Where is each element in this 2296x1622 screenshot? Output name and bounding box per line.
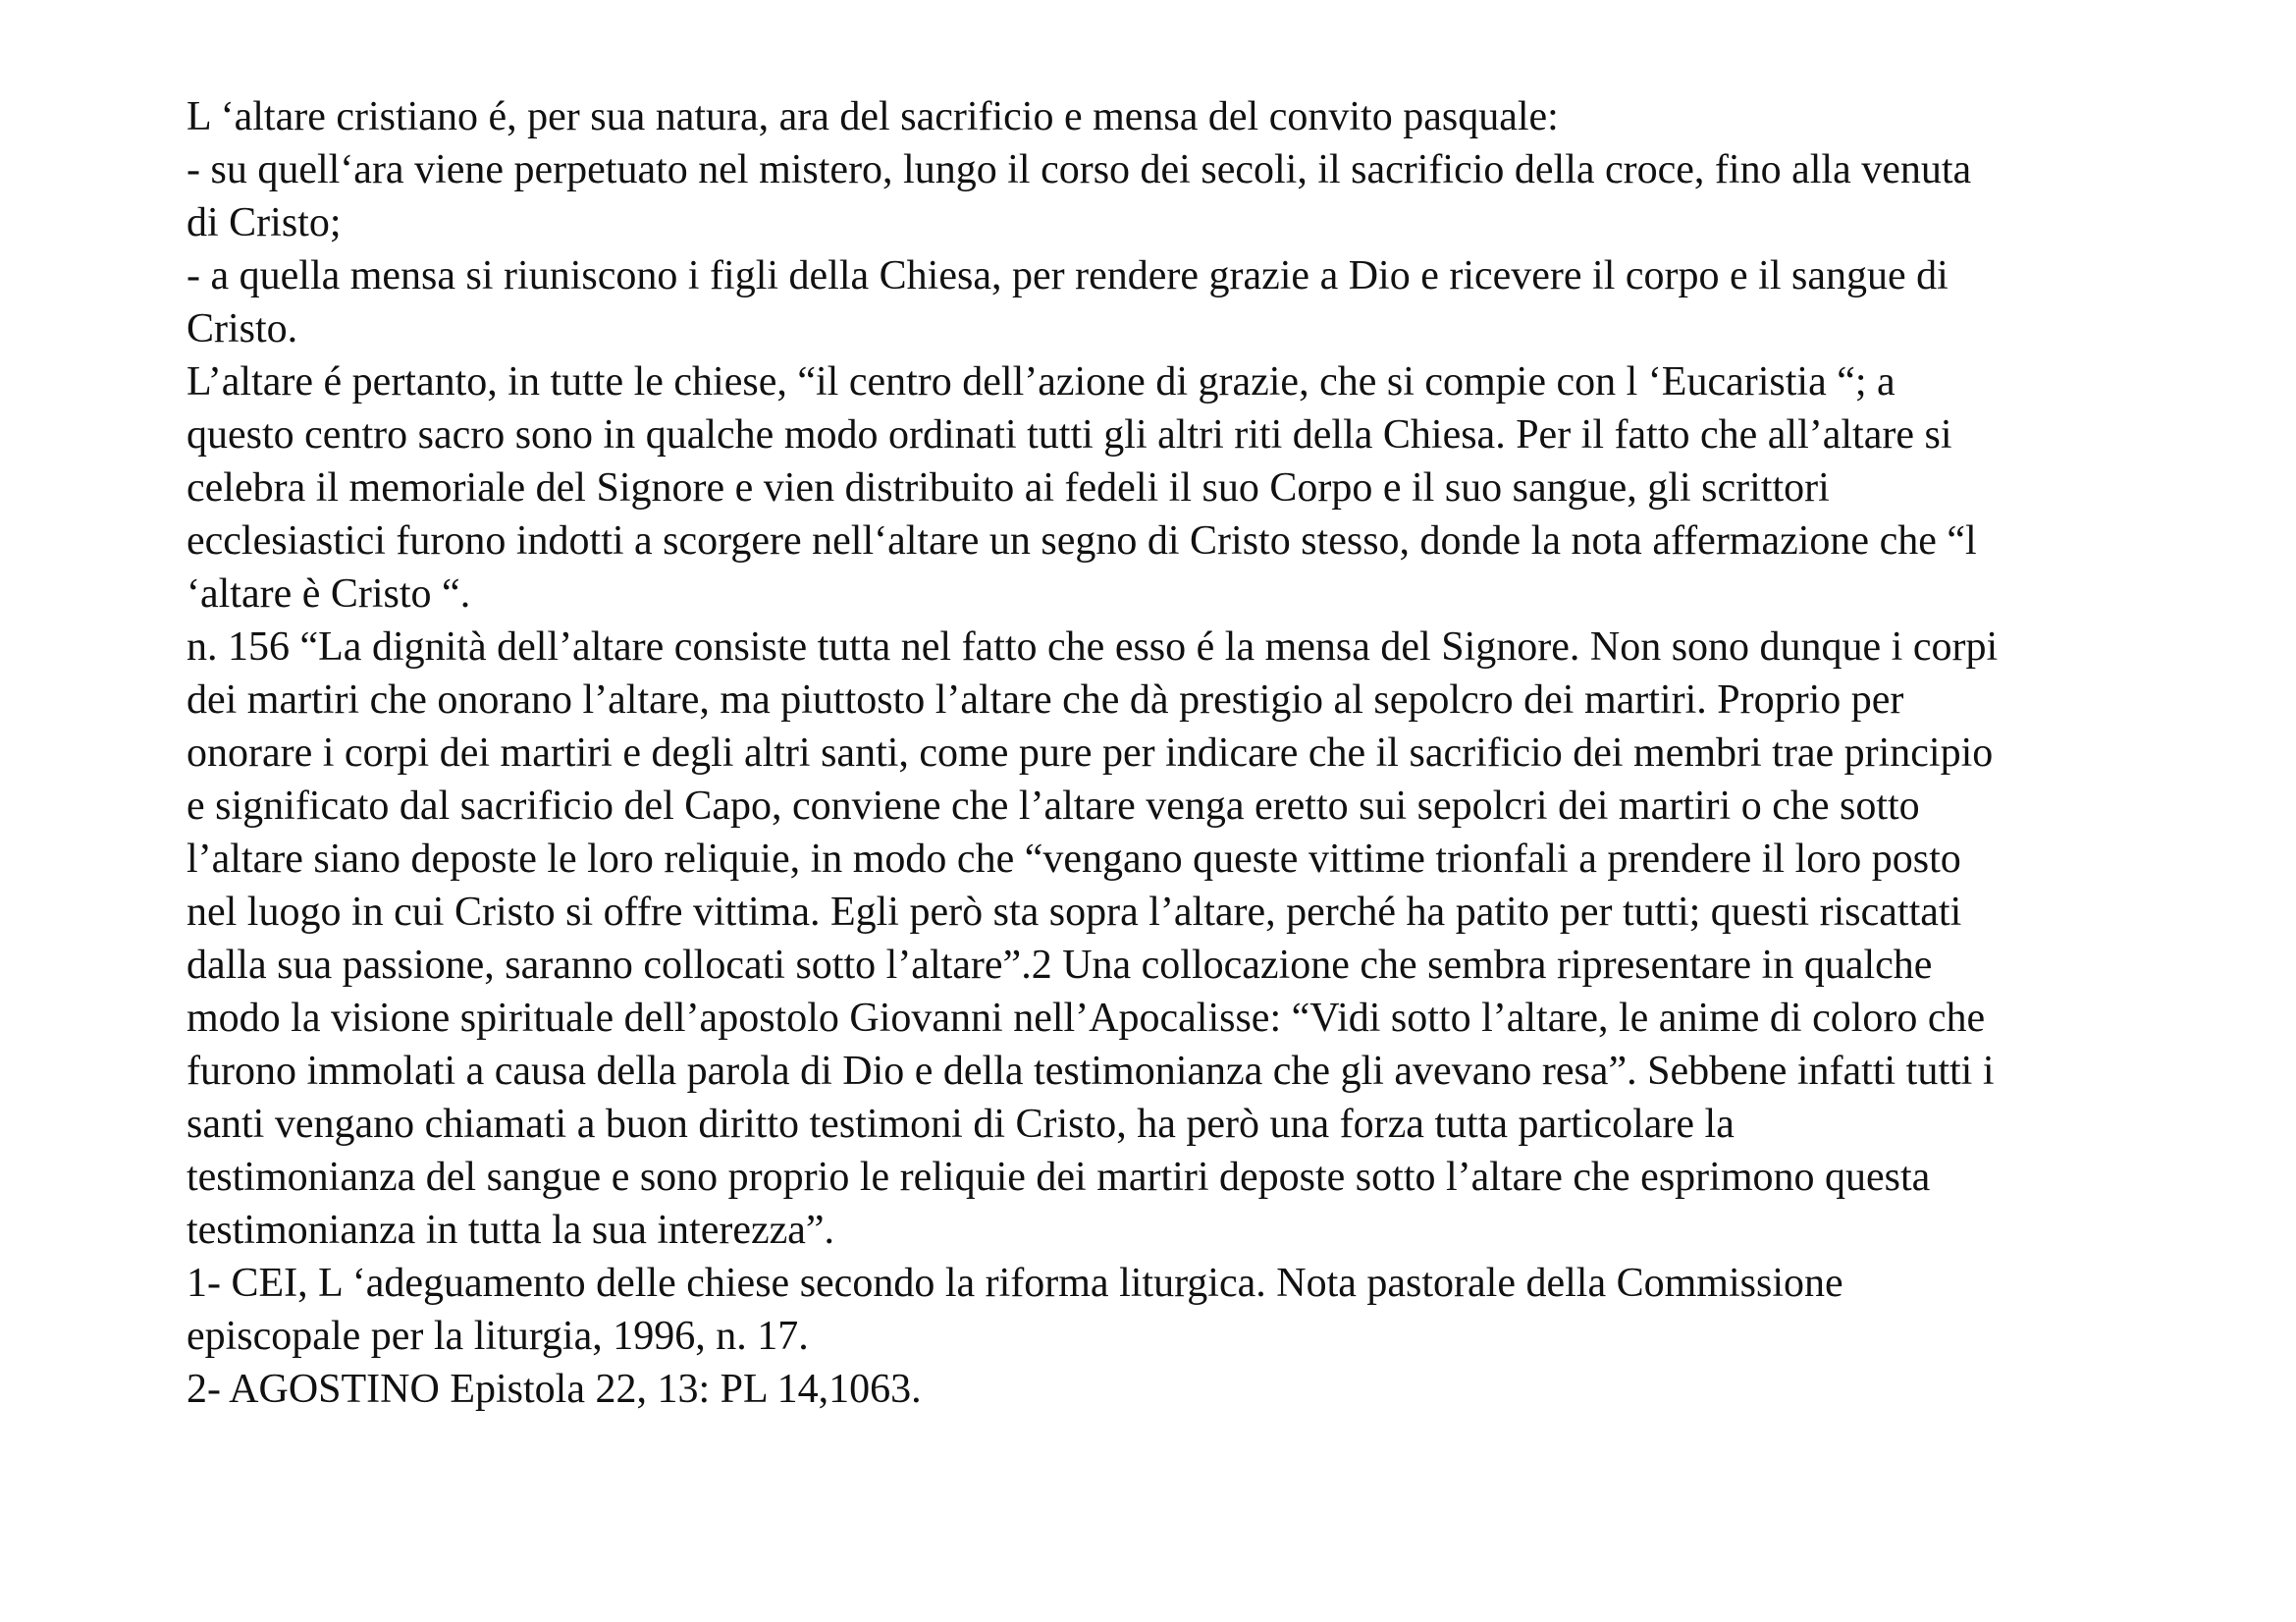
text-line: testimonianza del sangue e sono proprio le reliquie dei martiri deposte sotto l’altare che esprimono questa	[187, 1155, 1931, 1200]
text-line: testimonianza in tutta la sua interezza”.	[187, 1208, 835, 1253]
text-line: n. 156 “La dignità dell’altare consiste tutta nel fatto che esso é la mensa del Signore. Non sono dunque i corpi	[187, 624, 1999, 670]
text-line: celebra il memoriale del Signore e vien distribuito ai fedeli il suo Corpo e il suo sangue, gli scrittori	[187, 465, 1830, 511]
text-line: L ‘altare cristiano é, per sua natura, ara del sacrificio e mensa del convito pasquale:	[187, 94, 1559, 139]
text-line: ecclesiastici furono indotti a scorgere nell‘altare un segno di Cristo stesso, donde la nota affermazione che “l	[187, 518, 1977, 564]
document-body	[187, 90, 2169, 1416]
text-line: furono immolati a causa della parola di Dio e della testimonianza che gli avevano resa”. Sebbene infatti tutti i	[187, 1049, 1995, 1094]
text-line: nel luogo in cui Cristo si offre vittima. Egli però sta sopra l’altare, perché ha patito per tutti; questi riscattati	[187, 890, 1962, 935]
text-line: - su quell‘ara viene perpetuato nel mistero, lungo il corso dei secoli, il sacrificio della croce, fino alla venuta	[187, 147, 1972, 192]
footnote-line: 2- AGOSTINO Epistola 22, 13: PL 14,1063.	[187, 1367, 922, 1412]
text-line: Cristo.	[187, 306, 298, 351]
text-line: di Cristo;	[187, 200, 342, 245]
text-line: onorare i corpi dei martiri e degli altri santi, come pure per indicare che il sacrificio dei membri trae principio	[187, 730, 1994, 776]
text-line: questo centro sacro sono in qualche modo ordinati tutti gli altri riti della Chiesa. Per il fatto che all’altare si	[187, 412, 1952, 458]
footnote-line: 1- CEI, L ‘adeguamento delle chiese secondo la riforma liturgica. Nota pastorale della Commissione	[187, 1261, 1843, 1306]
text-line: modo la visione spirituale dell’apostolo Giovanni nell’Apocalisse: “Vidi sotto l’altare, le anime di coloro che	[187, 996, 1986, 1041]
text-line: e significato dal sacrificio del Capo, conviene che l’altare venga eretto sui sepolcri dei martiri o che sotto	[187, 784, 1920, 829]
footnote-line: episcopale per la liturgia, 1996, n. 17.	[187, 1314, 809, 1359]
text-line: - a quella mensa si riuniscono i figli della Chiesa, per rendere grazie a Dio e ricevere il corpo e il sangue di	[187, 253, 1949, 298]
text-line: dalla sua passione, saranno collocati sotto l’altare”.2 Una collocazione che sembra ripresentare in qualche	[187, 943, 1933, 988]
text-line: l’altare siano deposte le loro reliquie, in modo che “vengano queste vittime trionfali a prendere il loro posto	[187, 837, 1961, 882]
text-line: L’altare é pertanto, in tutte le chiese, “il centro dell’azione di grazie, che si compie con l ‘Eucaristia “; a	[187, 359, 1896, 405]
text-line: ‘altare è Cristo “.	[187, 571, 471, 617]
text-line: santi vengano chiamati a buon diritto testimoni di Cristo, ha però una forza tutta particolare la	[187, 1102, 1735, 1147]
text-line: dei martiri che onorano l’altare, ma piuttosto l’altare che dà prestigio al sepolcro dei martiri. Proprio per	[187, 677, 1904, 723]
